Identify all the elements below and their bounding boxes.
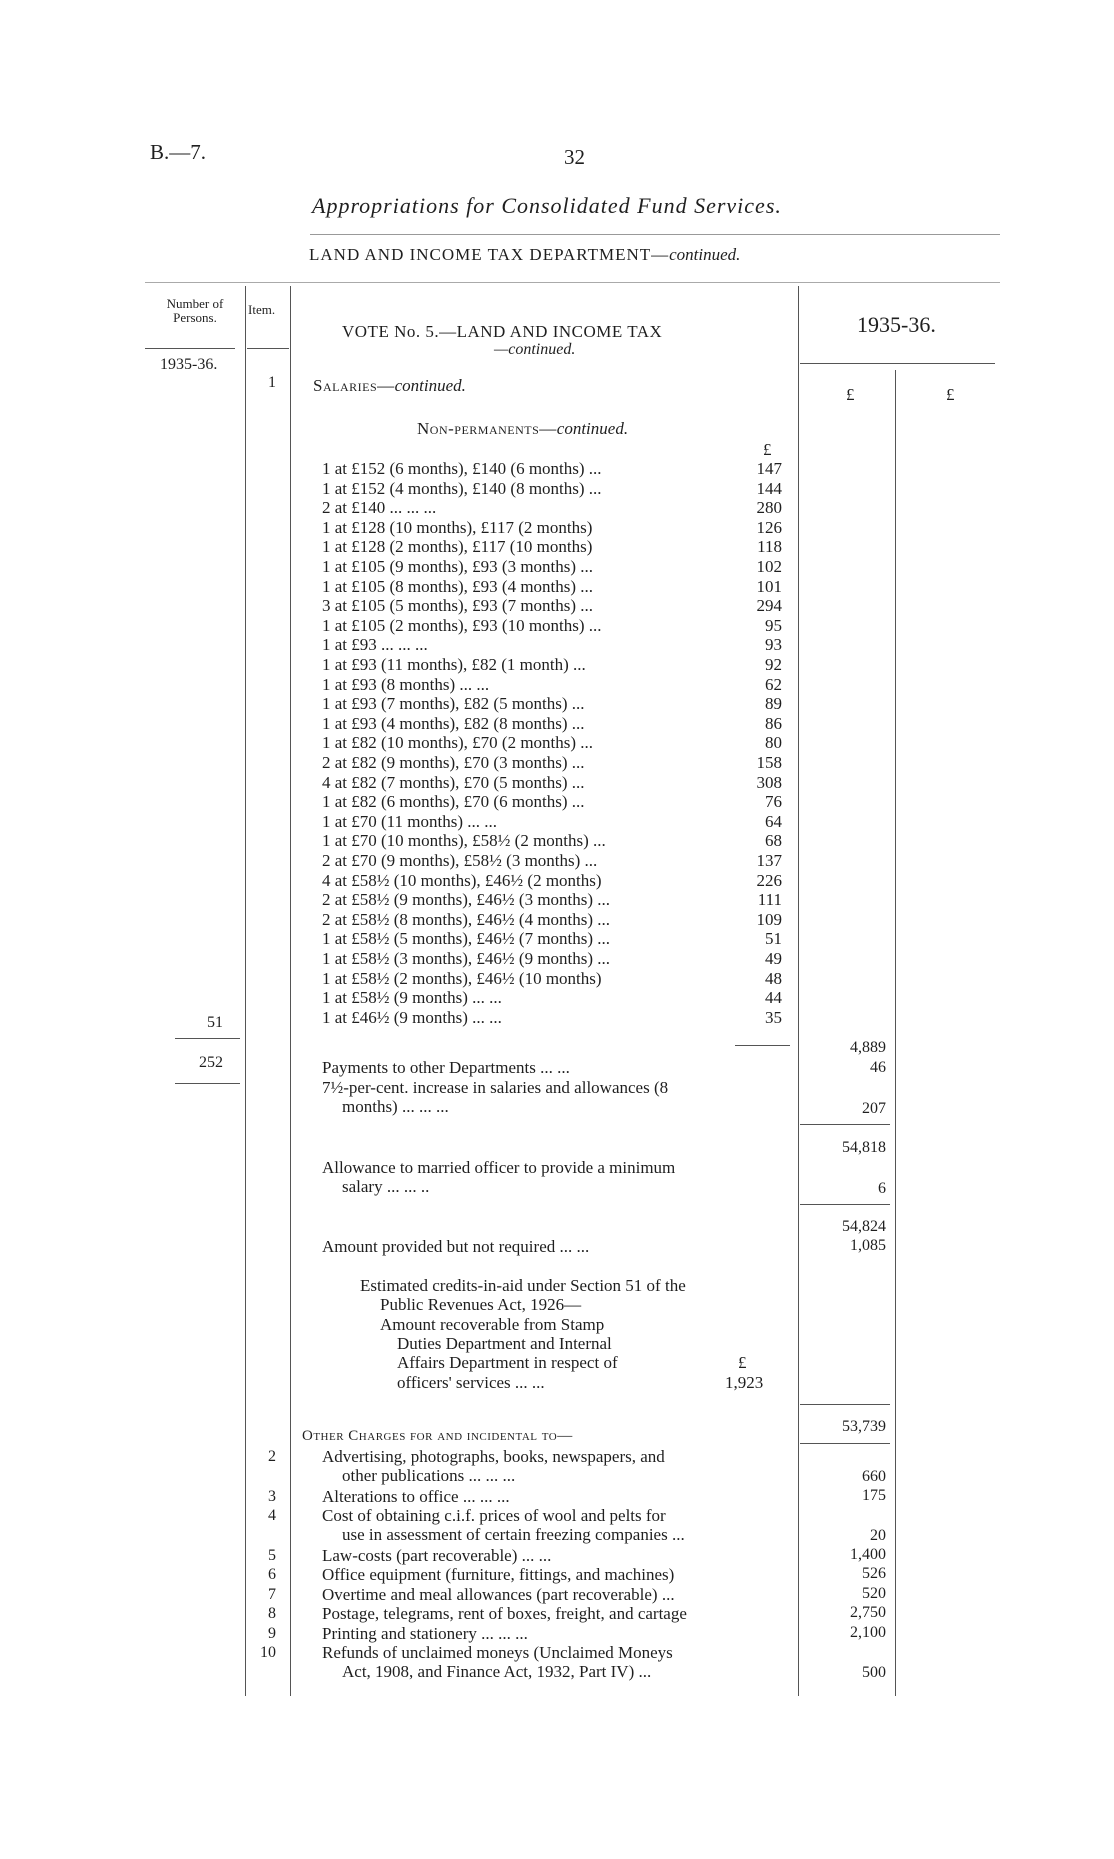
net-total-top-rule [800,1404,890,1405]
page-ref: B.—7. [150,140,207,164]
salary-row [322,949,782,968]
other-item-number: 8 [268,1605,276,1622]
salary-row-amount: 111 [757,890,782,909]
vote-title: VOTE No. 5.—LAND AND INCOME TAX [342,322,663,341]
salary-row-amount: 62 [765,675,782,694]
other-item-desc: Office equipment (furniture, fittings, and machines) [322,1565,675,1584]
salary-row-desc: 1 at £93 (8 months) ... ... [322,675,490,694]
net-total: 53,739 [842,1418,886,1435]
amount-subcol-divider [895,370,896,1696]
other-item-desc-cont: use in assessment of certain freezing companies ... [342,1525,685,1544]
other-item-desc: Refunds of unclaimed moneys (Unclaimed Moneys [322,1643,673,1662]
salary-row-desc: 1 at £82 (10 months), £70 (2 months) ... [322,733,594,752]
nonperm-currency: £ [763,440,772,459]
increase-line1: 7½-per-cent. increase in salaries and allowances (8 [322,1078,669,1097]
salary-row [322,557,782,576]
salary-row [322,988,782,1007]
credits-line5: Affairs Department in respect of [397,1353,618,1372]
married-amount: 6 [878,1180,886,1197]
year-header: 1935-36. [857,312,936,337]
department-cont: continued. [669,245,741,264]
persons-item-divider [245,286,246,1696]
salary-row-desc: 1 at £70 (10 months), £58½ (2 months) ... [322,831,606,850]
salary-row [322,831,782,850]
other-item-amount: 500 [862,1664,886,1681]
credits-line6: officers' services ... ... [397,1373,545,1392]
salary-row [322,577,782,596]
subtotal2: 54,824 [842,1218,886,1235]
nonperm-sum-rule [735,1045,790,1046]
salary-row-desc: 1 at £93 (11 months), £82 (1 month) ... [322,655,586,674]
salary-row-desc: 1 at £46½ (9 months) ... ... [322,1008,502,1027]
not-required-desc: Amount provided but not required ... ... [322,1237,590,1256]
salary-row-desc: 1 at £58½ (9 months) ... ... [322,988,502,1007]
salary-row-amount: 109 [756,910,782,929]
subtotal2-rule [800,1204,890,1205]
header-top-rule [145,282,1000,283]
salary-row-amount: 92 [765,655,782,674]
persons-year: 1935-36. [160,356,218,373]
salary-row [322,851,782,870]
credits-line1: Estimated credits-in-aid under Section 51 of the [360,1276,686,1295]
salary-row [322,518,782,537]
currency-header-1: £ [846,385,855,404]
salary-row-desc: 1 at £128 (2 months), £117 (10 months) [322,537,593,556]
credits-amount: 1,923 [725,1373,764,1392]
salary-row-amount: 68 [765,831,782,850]
persons-header-rule [145,348,235,349]
salary-row-desc: 1 at £105 (8 months), £93 (4 months) ... [322,577,594,596]
other-charges-heading: Other Charges for and incidental to— [302,1428,573,1444]
salary-row-amount: 89 [765,694,782,713]
page-title: Appropriations for Consolidated Fund Services. [312,193,782,218]
salary-row [322,675,782,694]
salary-row-amount: 95 [765,616,782,635]
salary-row-amount: 48 [765,969,782,988]
salary-row [322,733,782,752]
salary-row [322,871,782,890]
married-line2: salary ... ... .. [342,1177,430,1196]
salary-row-amount: 64 [765,812,782,831]
salary-row [322,655,782,674]
other-item-number: 9 [268,1625,276,1642]
salary-row-amount: 126 [756,518,782,537]
other-item-amount: 526 [862,1565,886,1582]
subtotal1-rule [800,1124,890,1125]
desc-amount-divider [798,286,799,1696]
persons-total: 252 [199,1054,223,1071]
other-item-amount: 2,750 [850,1604,886,1621]
salary-row-desc: 1 at £70 (11 months) ... ... [322,812,498,831]
salary-row-desc: 1 at £128 (10 months), £117 (2 months) [322,518,593,537]
salary-row [322,969,782,988]
other-item-desc: Printing and stationery ... ... ... [322,1624,528,1643]
salary-row-desc: 1 at £93 (7 months), £82 (5 months) ... [322,694,585,713]
salary-row [322,616,782,635]
item-number: 1 [268,374,276,391]
nonperm-heading [417,419,628,439]
salary-row-desc: 2 at £70 (9 months), £58½ (3 months) ... [322,851,598,870]
salary-row-amount: 102 [756,557,782,576]
salary-row-amount: 101 [756,577,782,596]
other-item-amount: 175 [862,1487,886,1504]
salaries-label: Salaries— [313,376,395,395]
salary-row [322,929,782,948]
net-total-bottom-rule [800,1443,890,1444]
salary-row-amount: 144 [756,479,782,498]
other-item-amount: 520 [862,1585,886,1602]
salary-row-desc: 1 at £58½ (2 months), £46½ (10 months) [322,969,602,988]
salary-row-desc: 4 at £82 (7 months), £70 (5 months) ... [322,773,585,792]
salary-row-desc: 1 at £152 (6 months), £140 (6 months) ... [322,459,602,478]
salary-row-amount: 76 [765,792,782,811]
salary-row [322,479,782,498]
department-name: LAND AND INCOME TAX DEPARTMENT— [309,245,670,264]
persons-total-rule [175,1083,240,1084]
other-item-amount: 1,400 [850,1546,886,1563]
payments-other-desc: Payments to other Departments ... ... [322,1058,570,1077]
salary-row [322,537,782,556]
increase-line2: months) ... ... ... [342,1097,449,1116]
number-of-persons-label: Number of Persons. [166,296,224,325]
other-item-number: 6 [268,1566,276,1583]
salary-row-amount: 158 [756,753,782,772]
persons-subtotal-rule [175,1038,240,1039]
credits-line3: Amount recoverable from Stamp [380,1315,605,1334]
other-item-number: 2 [268,1448,276,1465]
other-item-number: 5 [268,1547,276,1564]
salary-row-amount: 147 [756,459,782,478]
page-number: 32 [564,145,585,169]
salary-row [322,910,782,929]
other-item-number: 7 [268,1586,276,1603]
salary-row-amount: 118 [757,537,782,556]
salary-row-desc: 1 at £105 (9 months), £93 (3 months) ... [322,557,594,576]
other-item-desc-cont: Act, 1908, and Finance Act, 1932, Part IV) ... [342,1662,652,1681]
salary-row-desc: 2 at £140 ... ... ... [322,498,437,517]
salary-row [322,714,782,733]
salary-row-amount: 308 [756,773,782,792]
other-item-desc: Postage, telegrams, rent of boxes, freight, and cartage [322,1604,687,1623]
salary-row-amount: 226 [756,871,782,890]
salary-row-desc: 1 at £105 (2 months), £93 (10 months) ... [322,616,602,635]
other-item-desc: Advertising, photographs, books, newspapers, and [322,1447,665,1466]
salary-row-desc: 1 at £58½ (3 months), £46½ (9 months) ... [322,949,611,968]
item-desc-divider [290,286,291,1696]
salaries-heading [313,376,466,396]
salary-row [322,694,782,713]
salary-row [322,753,782,772]
other-item-amount: 660 [862,1468,886,1485]
salary-row [322,596,782,615]
salary-row-desc: 1 at £93 ... ... ... [322,635,428,654]
other-item-amount: 2,100 [850,1624,886,1641]
persons-subtotal: 51 [207,1014,223,1031]
salary-row-desc: 1 at £152 (4 months), £140 (8 months) ... [322,479,602,498]
other-item-number: 4 [268,1507,276,1524]
other-item-number: 3 [268,1488,276,1505]
salary-row-desc: 1 at £58½ (5 months), £46½ (7 months) ... [322,929,611,948]
salary-row [322,459,782,478]
credits-currency: £ [738,1353,747,1372]
salary-row-amount: 280 [756,498,782,517]
salary-row [322,812,782,831]
salary-row-desc: 2 at £58½ (9 months), £46½ (3 months) ... [322,890,611,909]
year-header-rule [800,363,995,364]
married-line1: Allowance to married officer to provide a minimum [322,1158,676,1177]
salary-row [322,890,782,909]
payments-other-amount: 46 [870,1059,886,1076]
salary-row-amount: 294 [756,596,782,615]
salary-row-desc: 1 at £93 (4 months), £82 (8 months) ... [322,714,585,733]
salary-row [322,498,782,517]
nonperm-total: 4,889 [850,1039,886,1056]
salary-row-desc: 2 at £58½ (8 months), £46½ (4 months) ... [322,910,611,929]
currency-header-2: £ [946,385,955,404]
salary-row-amount: 80 [765,733,782,752]
other-item-desc: Overtime and meal allowances (part recoverable) ... [322,1585,675,1604]
other-item-number: 10 [260,1644,276,1661]
title-rule [310,234,1000,235]
department-heading [309,245,740,265]
salaries-cont: continued. [394,376,466,395]
credits-line2: Public Revenues Act, 1926— [380,1295,582,1314]
not-required-amount: 1,085 [850,1237,886,1254]
credits-line4: Duties Department and Internal [397,1334,612,1353]
vote-continued: —continued. [494,341,576,358]
salary-row-amount: 49 [765,949,782,968]
salary-row [322,1008,782,1027]
other-item-amount: 20 [870,1527,886,1544]
salary-row-amount: 86 [765,714,782,733]
increase-amount: 207 [862,1100,886,1117]
salary-row-desc: 3 at £105 (5 months), £93 (7 months) ... [322,596,594,615]
salary-row-amount: 51 [765,929,782,948]
other-item-desc: Alterations to office ... ... ... [322,1487,510,1506]
item-header-rule [247,348,289,349]
salary-row [322,635,782,654]
salary-row-amount: 35 [765,1008,782,1027]
salary-row-amount: 93 [765,635,782,654]
other-item-desc: Cost of obtaining c.i.f. prices of wool and pelts for [322,1506,666,1525]
nonperm-cont: continued. [556,419,629,438]
salary-row-desc: 2 at £82 (9 months), £70 (3 months) ... [322,753,585,772]
salary-row-desc: 1 at £82 (6 months), £70 (6 months) ... [322,792,585,811]
item-label: Item. [248,302,276,317]
salary-row-desc: 4 at £58½ (10 months), £46½ (2 months) [322,871,602,890]
salary-row [322,773,782,792]
salary-row-amount: 137 [756,851,782,870]
salary-row [322,792,782,811]
salary-row-amount: 44 [765,988,782,1007]
other-item-desc: Law-costs (part recoverable) ... ... [322,1546,552,1565]
other-item-desc-cont: other publications ... ... ... [342,1466,516,1485]
nonperm-label: Non-permanents— [417,419,557,438]
subtotal1: 54,818 [842,1139,886,1156]
